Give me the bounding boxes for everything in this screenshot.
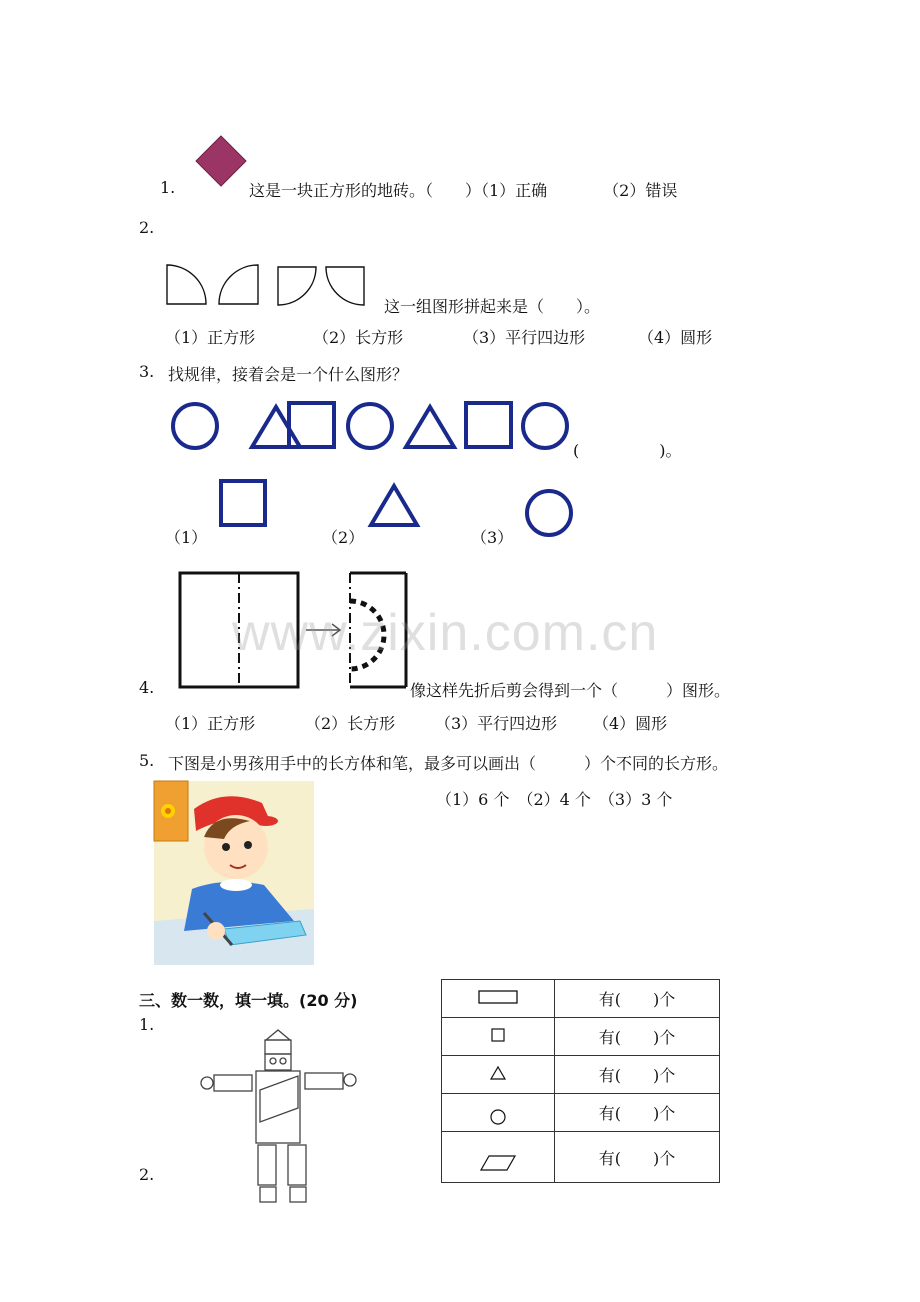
circle-icon xyxy=(348,404,392,448)
count-table xyxy=(441,979,720,1183)
q2-number: 2. xyxy=(139,218,155,237)
q2-prompt: 这一组图形拼起来是（ ）。 xyxy=(384,297,601,316)
q4-prompt: 像这样先折后剪会得到一个（ ）图形。 xyxy=(410,681,731,700)
table-row xyxy=(442,1056,720,1094)
table-cell-shape xyxy=(442,1018,555,1056)
shape-sequence xyxy=(168,399,573,453)
q5-number: 5. xyxy=(139,751,155,770)
q3-option-1: （1） xyxy=(165,528,208,547)
triangle-icon xyxy=(368,482,420,528)
table-cell-count[interactable]: 有( )个 xyxy=(555,980,720,1018)
q1-number: 1. xyxy=(160,178,176,197)
square-icon xyxy=(219,479,267,527)
q2-option-3: （3）平行四边形 xyxy=(463,328,586,347)
circle-icon xyxy=(523,404,567,448)
q5-prompt: 下图是小男孩用手中的长方体和笔，最多可以画出（ ）个不同的长方形。 xyxy=(168,754,729,773)
diamond-tile-icon xyxy=(194,134,248,188)
table-row xyxy=(442,980,720,1018)
q3-prompt: 找规律，接着会是一个什么图形？ xyxy=(168,365,409,384)
q2-option-2: （2）长方形 xyxy=(313,328,404,347)
q4-option-3: （3）平行四边形 xyxy=(435,714,558,733)
watermark-text: www.zixin.com.cn xyxy=(232,604,659,662)
table-cell-count[interactable]: 有( )个 xyxy=(555,1056,720,1094)
q3-number: 3. xyxy=(139,362,155,381)
q1-text: 这是一块正方形的地砖。（ ）（1）正确 （2）错误 xyxy=(249,181,678,200)
section3-item-2: 2. xyxy=(139,1165,155,1184)
table-cell-shape xyxy=(442,1056,555,1094)
table-cell-count[interactable]: 有( )个 xyxy=(555,1132,720,1183)
q2-option-1: （1）正方形 xyxy=(165,328,256,347)
quarter-circle-pieces-icon xyxy=(166,263,366,307)
triangle-icon xyxy=(252,407,300,447)
q4-option-4: （4）圆形 xyxy=(593,714,668,733)
table-cell-shape xyxy=(442,1094,555,1132)
table-cell-shape xyxy=(442,1132,555,1183)
table-row xyxy=(442,1094,720,1132)
section3-title: 三、数一数，填一填。(20 分) xyxy=(139,991,358,1010)
q4-option-2: （2）长方形 xyxy=(305,714,396,733)
square-icon xyxy=(491,1028,505,1042)
table-row xyxy=(442,1132,720,1183)
table-cell-count[interactable]: 有( )个 xyxy=(555,1094,720,1132)
parallelogram-icon xyxy=(480,1155,516,1171)
table-row xyxy=(442,1018,720,1056)
square-icon xyxy=(466,403,511,447)
triangle-icon xyxy=(406,407,454,447)
circle-icon xyxy=(173,404,217,448)
section3-item-1: 1. xyxy=(139,1015,155,1034)
triangle-icon xyxy=(490,1066,506,1080)
q3-option-2: （2） xyxy=(322,528,365,547)
q5-options: （1）6 个 （2）4 个 （3）3 个 xyxy=(436,790,673,809)
table-cell-count[interactable]: 有( )个 xyxy=(555,1018,720,1056)
boy-drawing-illustration xyxy=(154,781,314,965)
q3-answer-blank: ( )。 xyxy=(573,441,682,460)
circle-icon xyxy=(490,1109,506,1125)
q4-number: 4. xyxy=(139,678,155,697)
q2-option-4: （4）圆形 xyxy=(638,328,713,347)
q3-option-3: （3） xyxy=(471,528,514,547)
q4-option-1: （1）正方形 xyxy=(165,714,256,733)
robot-figure xyxy=(198,1024,360,1208)
rectangle-icon xyxy=(478,990,518,1004)
circle-icon xyxy=(524,488,574,538)
table-cell-shape xyxy=(442,980,555,1018)
